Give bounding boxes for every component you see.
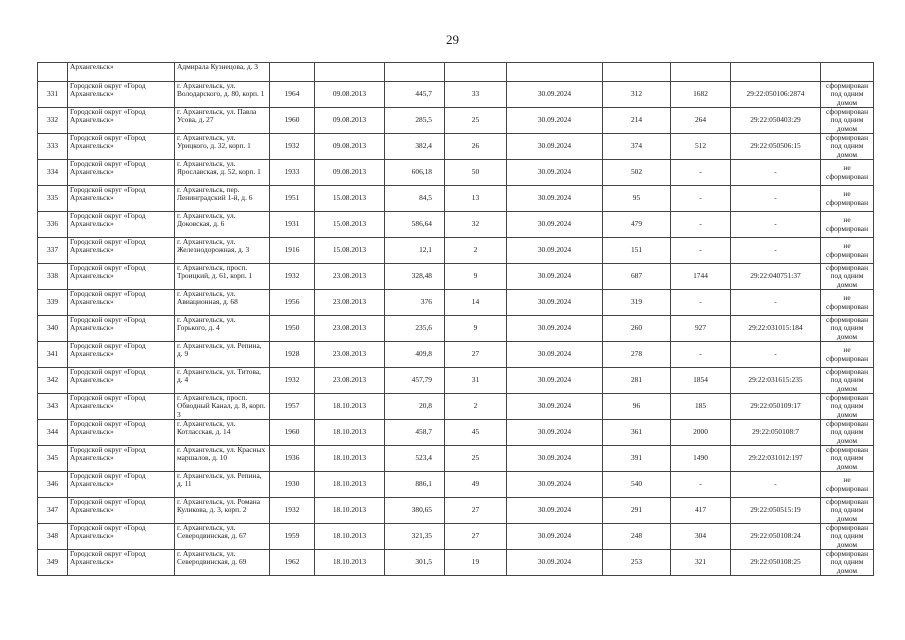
cell-days: 96 (603, 394, 671, 420)
cell-area: 321,35 (385, 524, 445, 550)
cell-num: 332 (38, 108, 68, 134)
cell-area: 235,6 (385, 316, 445, 342)
cell-cadastral: 29:22:050108:25 (731, 550, 821, 576)
cell-cadastral: - (731, 238, 821, 264)
cell-address: г. Архангельск, ул. Володарского, д. 80, корп. 1 (175, 82, 270, 108)
cell-area: 380,65 (385, 498, 445, 524)
cell-status: сформирован под одним домом (821, 394, 874, 420)
cell-address: г. Архангельск, ул. Романа Куликова, д. 3, корп. 2 (175, 498, 270, 524)
cell-cadastral: 29:22:050108:24 (731, 524, 821, 550)
cell-address: г. Архангельск, просп. Обводный Канал, д. 8, корп. 3 (175, 394, 270, 420)
cell-status: сформирован под одним домом (821, 264, 874, 290)
table-row (38, 82, 874, 108)
cell-area: 586,64 (385, 212, 445, 238)
cell-address: г. Архангельск, ул. Котласская, д. 14 (175, 420, 270, 446)
cell-deadline: 30.09.2024 (507, 550, 603, 576)
cell-year: 1957 (270, 394, 315, 420)
table-row (38, 264, 874, 290)
cell-num: 331 (38, 82, 68, 108)
cell-year: 1932 (270, 498, 315, 524)
cell-area: 886,1 (385, 472, 445, 498)
cell-date: 23.08.2013 (315, 316, 385, 342)
cell-land-area: 321 (671, 550, 731, 576)
cell-deadline: 30.09.2024 (507, 316, 603, 342)
cell-year: 1916 (270, 238, 315, 264)
cell-days: 151 (603, 238, 671, 264)
cell-year: 1960 (270, 420, 315, 446)
cell-num: 340 (38, 316, 68, 342)
cell-deadline: 30.09.2024 (507, 342, 603, 368)
cell-year: 1936 (270, 446, 315, 472)
cell-status: сформирован под одним домом (821, 316, 874, 342)
cell-land-area: - (671, 212, 731, 238)
cell-deadline: 30.09.2024 (507, 160, 603, 186)
cell-cadastral: - (731, 186, 821, 212)
cell-status: сформирован под одним домом (821, 550, 874, 576)
cell-date: 23.08.2013 (315, 342, 385, 368)
cell-land-area: 1490 (671, 446, 731, 472)
cell-days: 312 (603, 82, 671, 108)
cell-area: 409,8 (385, 342, 445, 368)
cell-land-area: 1682 (671, 82, 731, 108)
cell-deadline: 30.09.2024 (507, 446, 603, 472)
cell-status: не сформирован (821, 212, 874, 238)
cell-land-area (671, 63, 731, 82)
cell-residents: 19 (445, 550, 507, 576)
cell-year: 1956 (270, 290, 315, 316)
cell-num: 348 (38, 524, 68, 550)
cell-area: 84,5 (385, 186, 445, 212)
cell-cadastral: 29:22:050515:19 (731, 498, 821, 524)
cell-area: 445,7 (385, 82, 445, 108)
cell-residents: 31 (445, 368, 507, 394)
cell-days: 319 (603, 290, 671, 316)
cell-date: 18.10.2013 (315, 550, 385, 576)
cell-date: 15.08.2013 (315, 212, 385, 238)
cell-year: 1932 (270, 368, 315, 394)
cell-status: сформирован под одним домом (821, 498, 874, 524)
cell-residents: 26 (445, 134, 507, 160)
cell-residents: 2 (445, 394, 507, 420)
cell-residents: 33 (445, 82, 507, 108)
cell-address: г. Архангельск, пер. Ленинградский 1-й, д. 6 (175, 186, 270, 212)
table-row (38, 420, 874, 446)
cell-cadastral: 29:22:031012:197 (731, 446, 821, 472)
cell-status: сформирован под одним домом (821, 82, 874, 108)
cell-area: 301,5 (385, 550, 445, 576)
cell-municipality: Городской округ «Город Архангельск» (68, 394, 175, 420)
cell-days: 248 (603, 524, 671, 550)
cell-municipality: Городской округ «Город Архангельск» (68, 498, 175, 524)
cell-num: 349 (38, 550, 68, 576)
cell-date: 09.08.2013 (315, 160, 385, 186)
cell-land-area: 1854 (671, 368, 731, 394)
cell-num (38, 63, 68, 82)
page-number: 29 (446, 32, 459, 47)
cell-municipality: Городской округ «Город Архангельск» (68, 290, 175, 316)
cell-address: г. Архангельск, ул. Репина, д. 11 (175, 472, 270, 498)
cell-date: 23.08.2013 (315, 368, 385, 394)
cell-status: сформирован под одним домом (821, 446, 874, 472)
cell-municipality: Городской округ «Город Архангельск» (68, 264, 175, 290)
cell-deadline: 30.09.2024 (507, 290, 603, 316)
cell-year: 1960 (270, 108, 315, 134)
cell-cadastral: 29:22:031615:235 (731, 368, 821, 394)
cell-land-area: - (671, 472, 731, 498)
cell-area: 328,48 (385, 264, 445, 290)
table-row (38, 524, 874, 550)
cell-residents: 2 (445, 238, 507, 264)
cell-num: 343 (38, 394, 68, 420)
cell-date: 23.08.2013 (315, 290, 385, 316)
cell-num: 336 (38, 212, 68, 238)
cell-area (385, 63, 445, 82)
cell-deadline: 30.09.2024 (507, 186, 603, 212)
cell-date: 15.08.2013 (315, 238, 385, 264)
cell-address: г. Архангельск, ул. Горького, д. 4 (175, 316, 270, 342)
cell-status: не сформирован (821, 290, 874, 316)
cell-date: 18.10.2013 (315, 420, 385, 446)
cell-cadastral: 29:22:050106:2874 (731, 82, 821, 108)
cell-deadline: 30.09.2024 (507, 134, 603, 160)
cell-address: г. Архангельск, ул. Доковская, д. 6 (175, 212, 270, 238)
cell-days: 361 (603, 420, 671, 446)
cell-date: 18.10.2013 (315, 524, 385, 550)
cell-date: 09.08.2013 (315, 82, 385, 108)
cell-area: 382,4 (385, 134, 445, 160)
cell-address: г. Архангельск, ул. Ярославская, д. 52, корп. 1 (175, 160, 270, 186)
cell-date: 09.08.2013 (315, 108, 385, 134)
cell-days: 214 (603, 108, 671, 134)
cell-residents: 27 (445, 498, 507, 524)
cell-land-area: 927 (671, 316, 731, 342)
cell-days: 253 (603, 550, 671, 576)
cell-municipality: Городской округ «Город Архангельск» (68, 342, 175, 368)
cell-status: не сформирован (821, 238, 874, 264)
cell-municipality: Городской округ «Город Архангельск» (68, 550, 175, 576)
cell-days: 291 (603, 498, 671, 524)
cell-days: 281 (603, 368, 671, 394)
cell-address: г. Архангельск, ул. Урицкого, д. 32, корп. 1 (175, 134, 270, 160)
table-row (38, 342, 874, 368)
cell-status: не сформирован (821, 342, 874, 368)
cell-area: 606,18 (385, 160, 445, 186)
cell-land-area: - (671, 342, 731, 368)
table-row (38, 186, 874, 212)
cell-num: 344 (38, 420, 68, 446)
cell-deadline: 30.09.2024 (507, 368, 603, 394)
cell-land-area: 304 (671, 524, 731, 550)
cell-year: 1933 (270, 160, 315, 186)
cell-address: г. Архангельск, ул. Северодвинская, д. 67 (175, 524, 270, 550)
cell-cadastral (731, 63, 821, 82)
cell-days (603, 63, 671, 82)
cell-municipality: Городской округ «Город Архангельск» (68, 238, 175, 264)
table-row-continuation (38, 63, 874, 82)
cell-num: 342 (38, 368, 68, 394)
cell-residents: 13 (445, 186, 507, 212)
table-row (38, 238, 874, 264)
table-row (38, 316, 874, 342)
cell-year: 1959 (270, 524, 315, 550)
cell-area: 457,79 (385, 368, 445, 394)
cell-municipality: Городской округ «Город Архангельск» (68, 420, 175, 446)
cell-residents: 27 (445, 342, 507, 368)
cell-days: 95 (603, 186, 671, 212)
cell-status: не сформирован (821, 160, 874, 186)
cell-num: 335 (38, 186, 68, 212)
cell-address: г. Архангельск, ул. Павла Усова, д. 27 (175, 108, 270, 134)
cell-municipality: Городской округ «Город Архангельск» (68, 186, 175, 212)
cell-deadline: 30.09.2024 (507, 108, 603, 134)
cell-status: сформирован под одним домом (821, 420, 874, 446)
cell-num: 333 (38, 134, 68, 160)
cell-land-area: 185 (671, 394, 731, 420)
cell-residents: 14 (445, 290, 507, 316)
cell-status (821, 63, 874, 82)
cell-year: 1932 (270, 264, 315, 290)
cell-residents: 45 (445, 420, 507, 446)
cell-cadastral: - (731, 160, 821, 186)
cell-land-area: 512 (671, 134, 731, 160)
cell-land-area: - (671, 238, 731, 264)
cell-residents: 25 (445, 446, 507, 472)
cell-deadline: 30.09.2024 (507, 394, 603, 420)
cell-address: г. Архангельск, просп. Троицкий, д. 61, корп. 1 (175, 264, 270, 290)
table-row (38, 446, 874, 472)
cell-residents: 27 (445, 524, 507, 550)
table-row (38, 472, 874, 498)
cell-year: 1951 (270, 186, 315, 212)
cell-year: 1931 (270, 212, 315, 238)
cell-land-area: 2000 (671, 420, 731, 446)
table-row (38, 394, 874, 420)
cell-municipality: Городской округ «Город Архангельск» (68, 472, 175, 498)
cell-cadastral: 29:22:050108:7 (731, 420, 821, 446)
cell-year: 1928 (270, 342, 315, 368)
cell-days: 540 (603, 472, 671, 498)
cell-municipality: Городской округ «Город Архангельск» (68, 160, 175, 186)
table-row (38, 368, 874, 394)
cell-cadastral: 29:22:050109:17 (731, 394, 821, 420)
cell-days: 479 (603, 212, 671, 238)
cell-date: 18.10.2013 (315, 446, 385, 472)
cell-municipality: Городской округ «Город Архангельск» (68, 446, 175, 472)
cell-year: 1932 (270, 134, 315, 160)
cell-date: 18.10.2013 (315, 394, 385, 420)
cell-area: 285,5 (385, 108, 445, 134)
cell-address: Адмирала Кузнецова, д. 3 (175, 63, 270, 82)
cell-status: сформирован под одним домом (821, 134, 874, 160)
cell-municipality: Городской округ «Город Архангельск» (68, 212, 175, 238)
cell-cadastral: - (731, 290, 821, 316)
cell-year: 1962 (270, 550, 315, 576)
cell-status: сформирован под одним домом (821, 524, 874, 550)
cell-num: 337 (38, 238, 68, 264)
cell-land-area: - (671, 186, 731, 212)
cell-num: 345 (38, 446, 68, 472)
cell-residents: 25 (445, 108, 507, 134)
cell-date (315, 63, 385, 82)
cell-deadline (507, 63, 603, 82)
cell-area: 12,1 (385, 238, 445, 264)
cell-municipality: Городской округ «Город Архангельск» (68, 134, 175, 160)
cell-deadline: 30.09.2024 (507, 498, 603, 524)
cell-area: 523,4 (385, 446, 445, 472)
cell-land-area: 1744 (671, 264, 731, 290)
cell-land-area: - (671, 290, 731, 316)
cell-deadline: 30.09.2024 (507, 82, 603, 108)
cell-date: 09.08.2013 (315, 134, 385, 160)
housing-registry-table (37, 62, 874, 576)
cell-days: 278 (603, 342, 671, 368)
cell-deadline: 30.09.2024 (507, 212, 603, 238)
cell-address: г. Архангельск, ул. Репина, д. 9 (175, 342, 270, 368)
cell-status: сформирован под одним домом (821, 368, 874, 394)
cell-residents (445, 63, 507, 82)
cell-residents: 49 (445, 472, 507, 498)
cell-cadastral: - (731, 342, 821, 368)
cell-year: 1930 (270, 472, 315, 498)
cell-municipality: Городской округ «Город Архангельск» (68, 368, 175, 394)
cell-deadline: 30.09.2024 (507, 238, 603, 264)
cell-municipality: Городской округ «Город Архангельск» (68, 82, 175, 108)
cell-land-area: - (671, 160, 731, 186)
cell-address: г. Архангельск, ул. Северодвинская, д. 69 (175, 550, 270, 576)
cell-cadastral: 29:22:031015:184 (731, 316, 821, 342)
cell-address: г. Архангельск, ул. Железнодорожная, д. 3 (175, 238, 270, 264)
cell-num: 339 (38, 290, 68, 316)
cell-deadline: 30.09.2024 (507, 472, 603, 498)
cell-num: 347 (38, 498, 68, 524)
cell-year: 1964 (270, 82, 315, 108)
cell-deadline: 30.09.2024 (507, 264, 603, 290)
cell-residents: 9 (445, 264, 507, 290)
cell-area: 458,7 (385, 420, 445, 446)
cell-residents: 50 (445, 160, 507, 186)
cell-num: 338 (38, 264, 68, 290)
cell-residents: 9 (445, 316, 507, 342)
cell-cadastral: 29:22:050403:29 (731, 108, 821, 134)
cell-deadline: 30.09.2024 (507, 420, 603, 446)
cell-cadastral: 29:22:040751:37 (731, 264, 821, 290)
cell-status: не сформирован (821, 186, 874, 212)
cell-date: 23.08.2013 (315, 264, 385, 290)
cell-days: 374 (603, 134, 671, 160)
cell-cadastral: - (731, 212, 821, 238)
cell-year: 1950 (270, 316, 315, 342)
table-row (38, 550, 874, 576)
cell-days: 260 (603, 316, 671, 342)
cell-address: г. Архангельск, ул. Титова, д. 4 (175, 368, 270, 394)
table-row (38, 108, 874, 134)
cell-num: 346 (38, 472, 68, 498)
table-row (38, 498, 874, 524)
cell-num: 341 (38, 342, 68, 368)
cell-deadline: 30.09.2024 (507, 524, 603, 550)
cell-year (270, 63, 315, 82)
cell-address: г. Архангельск, ул. Авиационная, д. 68 (175, 290, 270, 316)
cell-days: 391 (603, 446, 671, 472)
cell-address: г. Архангельск, ул. Красных маршалов, д. 10 (175, 446, 270, 472)
table-body (38, 63, 874, 576)
cell-cadastral: 29:22:050506:15 (731, 134, 821, 160)
cell-date: 18.10.2013 (315, 472, 385, 498)
table-row (38, 134, 874, 160)
cell-date: 15.08.2013 (315, 186, 385, 212)
cell-land-area: 417 (671, 498, 731, 524)
cell-cadastral: - (731, 472, 821, 498)
cell-status: сформирован под одним домом (821, 108, 874, 134)
cell-area: 376 (385, 290, 445, 316)
table-row (38, 160, 874, 186)
cell-municipality: Городской округ «Город Архангельск» (68, 524, 175, 550)
cell-num: 334 (38, 160, 68, 186)
table-row (38, 212, 874, 238)
table-row (38, 290, 874, 316)
cell-municipality: Архангельск» (68, 63, 175, 82)
cell-area: 20,8 (385, 394, 445, 420)
cell-residents: 32 (445, 212, 507, 238)
cell-status: не сформирован (821, 472, 874, 498)
cell-days: 687 (603, 264, 671, 290)
cell-date: 18.10.2013 (315, 498, 385, 524)
cell-municipality: Городской округ «Город Архангельск» (68, 316, 175, 342)
cell-days: 502 (603, 160, 671, 186)
cell-land-area: 264 (671, 108, 731, 134)
cell-municipality: Городской округ «Город Архангельск» (68, 108, 175, 134)
